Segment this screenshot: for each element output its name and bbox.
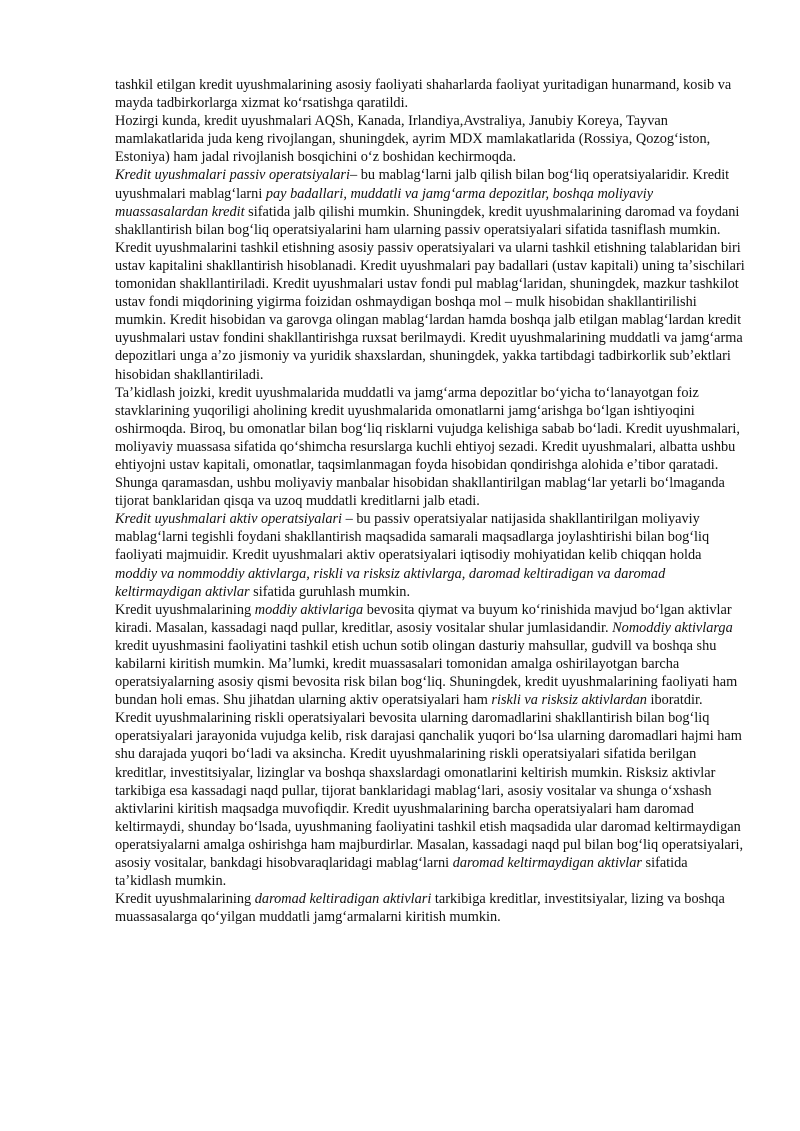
text-run: Kredit uyushmalarining xyxy=(115,891,255,908)
text-run: sifatida guruhlash mumkin. xyxy=(249,583,411,600)
text-run: Kredit uyushmalarining riskli operatsiyalari bevosita ularning daromadlarini shakllantirish bilan bogʻliq operatsiyalari jarayonida vujudga kelib, risk darajasi qanchalik yuqori boʻlsa ularning daromadlari hajmi ham shu darajada yuqori boʻladi va aksincha. Kredit uyushmalarining riskli operatsiyalari sifatida berilgan kreditlar, investitsiyalar, lizinglar va boshqa shaxslardagi omonatlarini keltirish mumkin. Risksiz aktivlar tarkibiga esa kassadagi naqd pullar, tijorat banklaridagi mablagʻlari, asosiy vositalar va shunga oʻxshash aktivlarini kiritish maqsadga muvofiqdir. Kredit uyushmalarining barcha operatsiyalari ham daromad keltirmaydi, shunday boʻlsada, uyushmaning faoliyatini tashkil etish maqsadida ular daromad keltirmaydigan operatsiyalarni amalga oshirishga ham majburdirlar. Masalan, kassadagi naqd pul bilan bogʻliq operatsiyalari, asosiy vositalar, bankdagi hisobvaraqlaridagi mablagʻlarni xyxy=(115,710,744,872)
text-run: sifatida jalb qilishi mumkin. Shuningdek, kredit uyushmalarining daromad va foydani shakllantirish bilan bogʻliq operatsiyalarini ham ularning passiv operatsiyalari sifatida tasniflash mumkin. Kredit uyushmalarini tashkil etishning asosiy passiv operatsiyalari va ularni tashkil etishning talablaridan biri ustav kapitalini shakllantirish hisoblanadi. Kredit uyushmalari pay badallari (ustav kapitali) uning taʼsischilari tomonidan shakllantiriladi. Kredit uyushmalari ustav fondi pul mablagʻlaridan, shuningdek, mazkur tashkilot ustav fondi miqdorining yigirma foizidan oshmaydigan boshqa mol – mulk hisobidan shakllantirilishi mumkin. Kredit hisobidan va garovga olingan mablagʻlardan hamda boshqa jalb etilgan mablagʻlardan kredit uyushmalari ustav fondini shakllantirishga ruxsat berilmaydi. Kredit uyushmalarining muddatli va jamgʻarma depozitlari unga aʼzo jismoniy va yuridik shaxslardan, shuningdek, yakka tartibdagi tadbirkorlik subʼektlari hisobidan shakllantiriladi. xyxy=(115,203,745,383)
text-run: – bu passiv operatsiyalar natijasida shakllantirilgan moliyaviy mablagʻlarni tegishli foydani shakllantirish maqsadida samarali maqsadlarga joylashtirishi bilan bogʻliq faoliyati majmuidir. Kredit uyushmalari aktiv operatsiyalari iqtisodiy mohiyatidan kelib chiqqan holda xyxy=(115,511,710,564)
text-run: tarkibiga kreditlar, investitsiyalar, lizing va boshqa muassasalarga qoʻyilgan muddatli jamgʻarmalarni kiritish mumkin. xyxy=(115,891,725,926)
text-run: Kredit uyushmalarining xyxy=(115,601,255,618)
paragraph-p6 xyxy=(115,601,747,710)
text-run: kredit uyushmasini faoliyatini tashkil etish uchun sotib olingan dasturiy mahsullar, gudvill va boshqa shu kabilarni kiritish mumkin. Maʼlumki, kredit muassasalari tomonidan amalga oshirilayotgan barcha operatsiyalarning asosiy qismi bevosita risk bilan bogʻliq. Shuningdek, kredit uyushmalarining faoliyati ham bundan holi emas. Shu jihatdan ularning aktiv operatsiyalari ham xyxy=(115,637,738,709)
italic-term: pay badallari, muddatli va jamgʻarma depozitlar, boshqa moliyaviy muassasalardan kredit xyxy=(115,185,654,220)
text-run: iboratdir. xyxy=(646,692,703,709)
text-run: sifatida taʼkidlash mumkin. xyxy=(115,855,688,890)
text-run: Taʼkidlash joizki, kredit uyushmalarida muddatli va jamgʻarma depozitlar boʻyicha toʻlanayotgan foiz stavklarining yuqoriligi aholining kredit uyushmalarida omonatlarni jamgʻarishga boʻlgan ishtiyoqini oshirmoqda. Biroq, bu omonatlar bilan bogʻliq risklarni vujudga kelishiga sabab boʻladi. Kredit uyushmalari, moliyaviy muassasa sifatida qoʻshimcha resurslarga kuchli ehtiyoj sezadi. Kredit uyushmalari, albatta ushbu ehtiyojni ustav kapitali, omonatlar, taqsimlanmagan foyda hisobidan qondirishga alohida eʼtibor qaratadi. Shunga qaramasdan, ushbu moliyaviy manbalar hisobidan shakllantirilgan mablagʻlar yetarli boʻlmaganda tijorat banklaridan qisqa va uzoq muddatli kreditlarni jalb etadi. xyxy=(115,384,740,510)
paragraph-p1 xyxy=(115,76,747,112)
italic-term: riskli va risksiz aktivlardan xyxy=(491,692,647,709)
text-run: bevosita qiymat va buyum koʻrinishida mavjud boʻlgan aktivlar kiradi. Masalan, kassadagi naqd pullar, kreditlar, asosiy vositalar shular jumlasidandir. xyxy=(115,601,732,636)
italic-term: Kredit uyushmalari passiv operatsiyalari xyxy=(115,167,350,184)
text-run: Hozirgi kunda, kredit uyushmalari AQSh, Kanada, Irlandiya,Avstraliya, Janubiy Koreya, Tayvan mamlakatlarida juda keng rivojlangan, shuningdek, ayrim MDX mamlakatlarida (Rossiya, Qozogʻiston, Estoniya) ham jadal rivojlanish bosqichini oʻz boshidan kechirmoqda. xyxy=(115,113,711,166)
italic-term: Kredit uyushmalari aktiv operatsiyalari xyxy=(115,511,343,528)
document-body xyxy=(115,76,747,926)
italic-term: daromad keltiradigan aktivlari xyxy=(254,891,432,908)
paragraph-p3 xyxy=(115,166,747,383)
paragraph-p4 xyxy=(115,384,747,511)
text-run: tashkil etilgan kredit uyushmalarining asosiy faoliyati shaharlarda faoliyat yuritadigan hunarmand, kosib va mayda tadbirkorlarga xizmat koʻrsatishga qaratildi. xyxy=(115,77,732,112)
paragraph-p5 xyxy=(115,510,747,600)
paragraph-p2 xyxy=(115,112,747,166)
text-run: – bu mablagʻlarni jalb qilish bilan bogʻliq operatsiyalaridir. Kredit uyushmalari mablagʻlarni xyxy=(115,167,730,202)
italic-term: moddiy aktivlariga xyxy=(254,601,364,618)
paragraph-p8 xyxy=(115,890,747,926)
paragraph-p7 xyxy=(115,709,747,890)
italic-term: Nomoddiy aktivlarga xyxy=(612,619,733,636)
italic-term: moddiy va nommoddiy aktivlarga, riskli va risksiz aktivlarga, daromad keltiradigan va daromad keltirmaydigan aktivlar xyxy=(115,565,666,600)
italic-term: daromad keltirmaydigan aktivlar xyxy=(452,855,642,872)
